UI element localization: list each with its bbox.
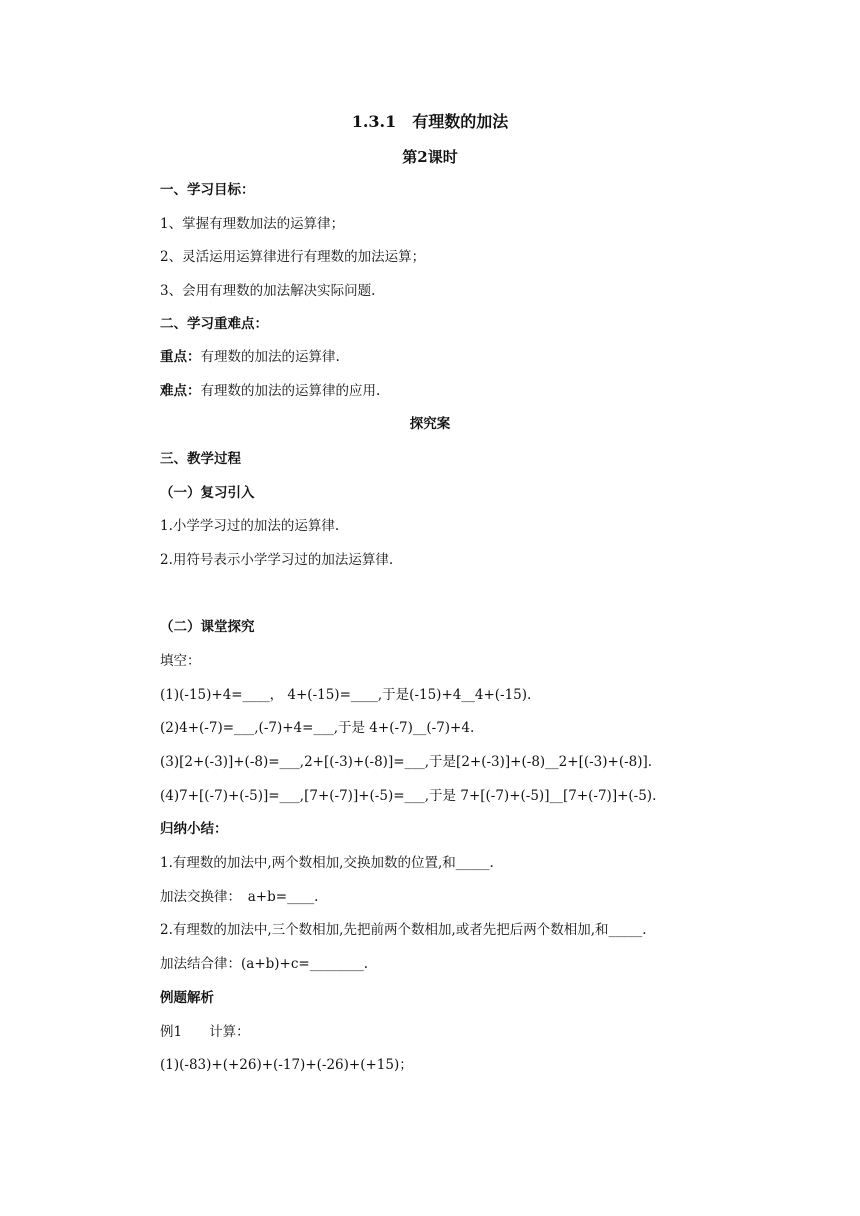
part-heading-explore: （二）课堂探究 xyxy=(160,619,255,635)
part-heading-review: （一）复习引入 xyxy=(160,485,255,501)
goal-item-3: 3、会用有理数的加法解决实际问题. xyxy=(160,283,376,299)
associative-law: 加法结合律：(a+b)+c=________. xyxy=(160,956,369,972)
fill-problem-4: (4)7+[(-7)+(-5)]=___,[7+(-7)]+(-5)=___,于是 7+[(-7)+(-5)]__[7+(-7)]+(-5). xyxy=(160,788,657,804)
section-heading-key-points: 二、学习重难点： xyxy=(160,316,268,332)
goal-item-1: 1、掌握有理数加法的运算律； xyxy=(160,216,345,232)
review-item-1: 1.小学学习过的加法的运算律. xyxy=(160,518,340,534)
document-subtitle: 第2课时 xyxy=(402,148,458,166)
key-point-label: 重点： xyxy=(160,349,201,365)
difficult-point-line xyxy=(160,382,380,400)
key-point-text: 有理数的加法的运算律. xyxy=(200,349,340,365)
difficult-point-text: 有理数的加法的运算律的应用. xyxy=(200,383,381,399)
document-title: 1.3.1 有理数的加法 xyxy=(351,112,509,131)
fill-problem-1: (1)(-15)+4=____， 4+(-15)=____,于是(-15)+4__4+(-15). xyxy=(160,687,532,703)
section-heading-goals: 一、学习目标： xyxy=(160,182,255,198)
explore-heading: 探究案 xyxy=(409,416,451,432)
summary-item-2: 2.有理数的加法中,三个数相加,先把前两个数相加,或者先把后两个数相加,和_____. xyxy=(160,922,647,938)
examples-heading: 例题解析 xyxy=(160,990,214,1006)
fill-problem-2: (2)4+(-7)=___,(-7)+4=___,于是 4+(-7)__(-7)+4. xyxy=(160,720,475,736)
goal-item-2: 2、灵活运用运算律进行有理数的加法运算； xyxy=(160,249,426,265)
key-point-line xyxy=(160,348,340,366)
fill-problem-3: (3)[2+(-3)]+(-8)=___,2+[(-3)+(-8)]=___,于是[2+(-3)]+(-8)__2+[(-3)+(-8)]. xyxy=(160,754,653,770)
commutative-law: 加法交换律： a+b=____. xyxy=(160,889,319,905)
fill-label: 填空： xyxy=(160,653,201,669)
example-1-label: 例1 计算： xyxy=(160,1024,250,1040)
summary-heading: 归纳小结： xyxy=(160,821,228,837)
review-item-2: 2.用符号表示小学学习过的加法运算律. xyxy=(160,552,394,568)
summary-item-1: 1.有理数的加法中,两个数相加,交换加数的位置,和_____. xyxy=(160,855,494,871)
section-heading-process: 三、教学过程 xyxy=(160,451,241,467)
difficult-point-label: 难点： xyxy=(160,383,201,399)
example-1-problem: (1)(-83)+(+26)+(-17)+(-26)+(+15)； xyxy=(160,1057,413,1073)
